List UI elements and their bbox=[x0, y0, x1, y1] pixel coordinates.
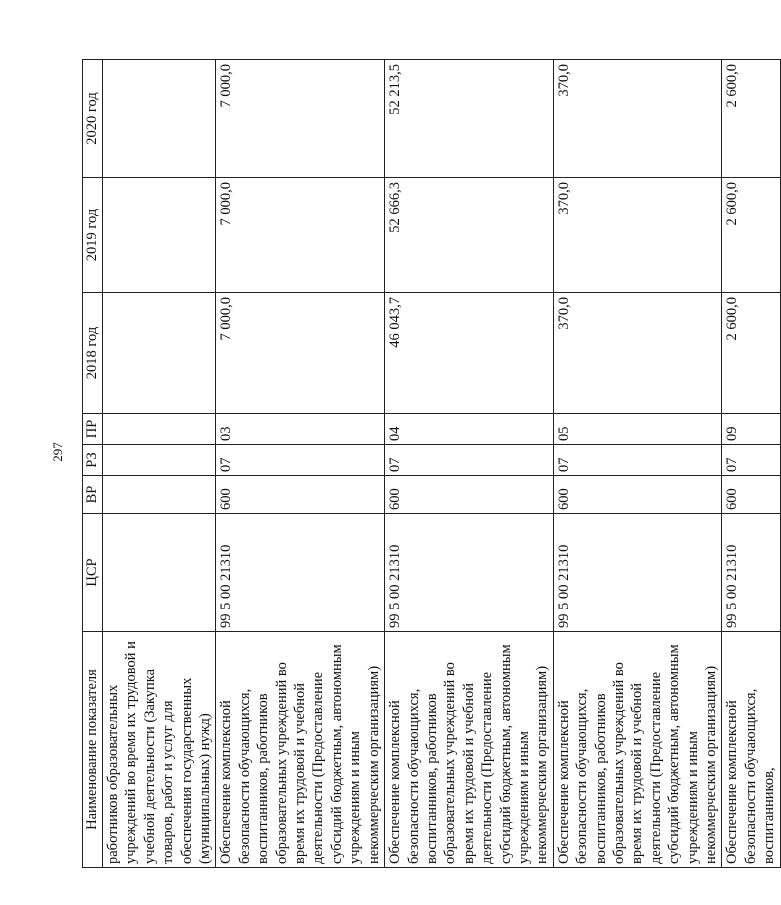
cell-rz: 07 bbox=[722, 445, 780, 476]
header-2019: 2019 год bbox=[83, 178, 103, 293]
cell-vr: 600 bbox=[722, 476, 780, 514]
cell-csr bbox=[103, 514, 216, 632]
header-2020: 2020 год bbox=[83, 60, 103, 178]
cell-2019: 370,0 bbox=[553, 178, 722, 293]
page-number: 297 bbox=[50, 442, 65, 462]
cell-rz bbox=[103, 445, 216, 476]
cell-2018 bbox=[103, 293, 216, 414]
cell-rz: 07 bbox=[553, 445, 722, 476]
cell-name: Обеспечение комплексной безопасности обучающихся, воспитанников, работников образовательных учреждений во время их трудовой и учебной деятельности (Предоставление субсидий бюджетным, автономным учреждениям и иным некоммерческим организациям) bbox=[216, 632, 385, 868]
cell-pr bbox=[103, 414, 216, 445]
rotated-page bbox=[82, 60, 778, 868]
header-csr: ЦСР bbox=[83, 514, 103, 632]
cell-2018: 2 600,0 bbox=[722, 293, 780, 414]
cell-vr: 600 bbox=[553, 476, 722, 514]
table-row bbox=[216, 60, 385, 868]
cell-name: Обеспечение комплексной безопасности обучающихся, воспитанников, работников образовательных учреждений во время их трудовой и учебной деятельности (Предоставление субсидий бюджетным, автономным учреждениям и иным некоммерческим организациям) bbox=[385, 632, 554, 868]
cell-csr: 99 5 00 21310 bbox=[216, 514, 385, 632]
cell-csr: 99 5 00 21310 bbox=[553, 514, 722, 632]
table-row bbox=[553, 60, 722, 868]
cell-2020 bbox=[103, 60, 216, 178]
cell-pr: 04 bbox=[385, 414, 554, 445]
header-2018: 2018 год bbox=[83, 293, 103, 414]
cell-pr: 05 bbox=[553, 414, 722, 445]
header-name: Наименование показателя bbox=[83, 632, 103, 868]
cell-2018: 7 000,0 bbox=[216, 293, 385, 414]
cell-vr: 600 bbox=[385, 476, 554, 514]
cell-pr: 09 bbox=[722, 414, 780, 445]
table-row bbox=[722, 60, 780, 868]
cell-2020: 52 213,5 bbox=[385, 60, 554, 178]
cell-2018: 46 043,7 bbox=[385, 293, 554, 414]
table-row bbox=[103, 60, 216, 868]
table-row bbox=[385, 60, 554, 868]
cell-pr: 03 bbox=[216, 414, 385, 445]
cell-name: работников образовательных учреждений во время их трудовой и учебной деятельности (Закупка товаров, работ и услуг для обеспечения государственных (муниципальных) нужд) bbox=[103, 632, 216, 868]
cell-2020: 7 000,0 bbox=[216, 60, 385, 178]
cell-vr bbox=[103, 476, 216, 514]
cell-vr: 600 bbox=[216, 476, 385, 514]
cell-2019 bbox=[103, 178, 216, 293]
table-header-row bbox=[83, 60, 103, 868]
header-rz: РЗ bbox=[83, 445, 103, 476]
cell-name: Обеспечение комплексной безопасности обучающихся, воспитанников, работников образовательных учреждений во время их трудовой и учебной деятельности (Предоставление субсидий бюджетным, автономным учреждениям и иным некоммерческим организациям) bbox=[553, 632, 722, 868]
cell-2019: 2 600,0 bbox=[722, 178, 780, 293]
cell-rz: 07 bbox=[385, 445, 554, 476]
cell-2019: 52 666,3 bbox=[385, 178, 554, 293]
cell-2020: 2 600,0 bbox=[722, 60, 780, 178]
cell-csr: 99 5 00 21310 bbox=[722, 514, 780, 632]
cell-2020: 370,0 bbox=[553, 60, 722, 178]
budget-table bbox=[82, 59, 781, 868]
cell-2018: 370,0 bbox=[553, 293, 722, 414]
cell-2019: 7 000,0 bbox=[216, 178, 385, 293]
header-vr: ВР bbox=[83, 476, 103, 514]
cell-name: Обеспечение комплексной безопасности обучающихся, воспитанников, bbox=[722, 632, 780, 868]
header-pr: ПР bbox=[83, 414, 103, 445]
cell-csr: 99 5 00 21310 bbox=[385, 514, 554, 632]
cell-rz: 07 bbox=[216, 445, 385, 476]
